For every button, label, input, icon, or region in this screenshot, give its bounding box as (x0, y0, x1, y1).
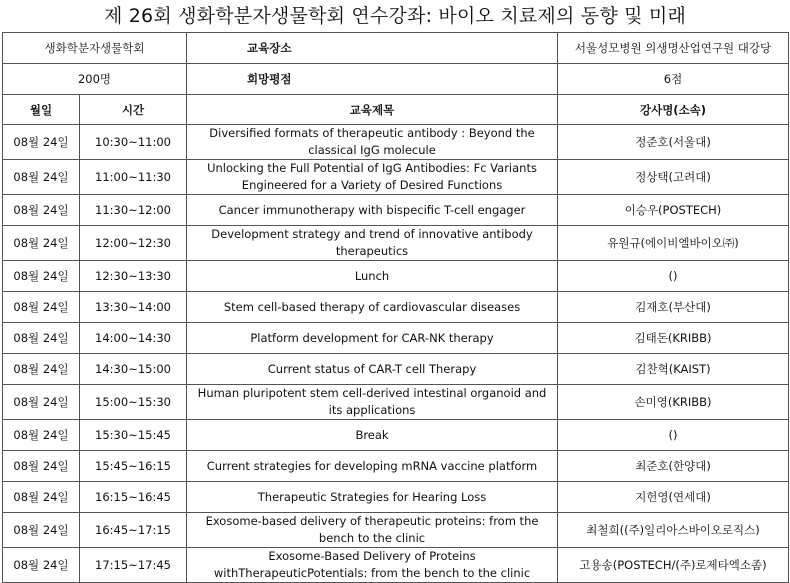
time-cell: 12:00~12:30 (80, 226, 187, 261)
time-cell: 16:15~16:45 (80, 482, 187, 513)
time-cell: 11:00~11:30 (80, 160, 187, 195)
table-row (3, 195, 789, 226)
table-row (3, 420, 789, 451)
table-row (3, 482, 789, 513)
topic-cell: Current status of CAR-T cell Therapy (187, 354, 558, 385)
table-row (3, 323, 789, 354)
topic-cell: Stem cell-based therapy of cardiovascular diseases (187, 292, 558, 323)
table-row (3, 548, 789, 583)
table-row (3, 451, 789, 482)
date-cell: 08월 24일 (3, 323, 80, 354)
header-date: 월일 (3, 95, 80, 125)
date-cell: 08월 24일 (3, 261, 80, 292)
table-row (3, 354, 789, 385)
time-cell: 15:30~15:45 (80, 420, 187, 451)
topic-cell: Unlocking the Full Potential of IgG Antibodies: Fc Variants Engineered for a Variety of Desired Functions (187, 160, 558, 195)
table-row (3, 292, 789, 323)
time-cell: 15:00~15:30 (80, 385, 187, 420)
table-row (3, 160, 789, 195)
time-cell: 10:30~11:00 (80, 125, 187, 160)
time-cell: 14:30~15:00 (80, 354, 187, 385)
topic-cell: Platform development for CAR-NK therapy (187, 323, 558, 354)
speaker-cell: 최철희((주)일리아스바이오로직스) (558, 513, 789, 548)
speaker-cell: 이승우(POSTECH) (558, 195, 789, 226)
speaker-cell: 고용송(POSTECH/(주)로제타엑소좀) (558, 548, 789, 583)
date-cell: 08월 24일 (3, 385, 80, 420)
speaker-cell: () (558, 420, 789, 451)
topic-cell: Lunch (187, 261, 558, 292)
time-cell: 11:30~12:00 (80, 195, 187, 226)
schedule-table (2, 32, 789, 583)
speaker-cell: 최준호(한양대) (558, 451, 789, 482)
date-cell: 08월 24일 (3, 548, 80, 583)
date-cell: 08월 24일 (3, 195, 80, 226)
date-cell: 08월 24일 (3, 482, 80, 513)
topic-cell: Diversified formats of therapeutic antibody : Beyond the classical IgG molecule (187, 125, 558, 160)
time-cell: 12:30~13:30 (80, 261, 187, 292)
speaker-cell: 정상택(고려대) (558, 160, 789, 195)
page-title: 제 26회 생화학분자생물학회 연수강좌: 바이오 치료제의 동향 및 미래 (103, 5, 687, 27)
date-cell: 08월 24일 (3, 160, 80, 195)
table-row (3, 513, 789, 548)
time-cell: 13:30~14:00 (80, 292, 187, 323)
table-row (3, 385, 789, 420)
speaker-cell: 김찬혁(KAIST) (558, 354, 789, 385)
organizer-value: 생화학분자생물학회 (3, 33, 187, 64)
time-cell: 16:45~17:15 (80, 513, 187, 548)
date-cell: 08월 24일 (3, 125, 80, 160)
table-row (3, 125, 789, 160)
time-cell: 17:15~17:45 (80, 548, 187, 583)
time-cell: 14:00~14:30 (80, 323, 187, 354)
table-header-row (3, 95, 789, 125)
speaker-cell: 유원규(에이비엘바이오㈜) (558, 226, 789, 261)
speaker-cell: 손미영(KRIBB) (558, 385, 789, 420)
topic-cell: Human pluripotent stem cell-derived intestinal organoid and its applications (187, 385, 558, 420)
header-speaker: 강사명(소속) (558, 95, 789, 125)
venue-label: 교육장소 (187, 33, 558, 64)
header-time: 시간 (80, 95, 187, 125)
info-row-organizer (3, 33, 789, 64)
credit-value: 6점 (558, 64, 789, 95)
info-row-capacity (3, 64, 789, 95)
date-cell: 08월 24일 (3, 354, 80, 385)
table-row (3, 226, 789, 261)
venue-value: 서울성모병원 의생명산업연구원 대강당 (558, 33, 789, 64)
topic-cell: Therapeutic Strategies for Hearing Loss (187, 482, 558, 513)
date-cell: 08월 24일 (3, 513, 80, 548)
topic-cell: Break (187, 420, 558, 451)
table-row (3, 261, 789, 292)
header-topic: 교육제목 (187, 95, 558, 125)
date-cell: 08월 24일 (3, 226, 80, 261)
capacity-value: 200명 (3, 64, 187, 95)
speaker-cell: 김태돈(KRIBB) (558, 323, 789, 354)
topic-cell: Development strategy and trend of innovative antibody therapeutics (187, 226, 558, 261)
time-cell: 15:45~16:15 (80, 451, 187, 482)
date-cell: 08월 24일 (3, 292, 80, 323)
topic-cell: Current strategies for developing mRNA vaccine platform (187, 451, 558, 482)
topic-cell: Cancer immunotherapy with bispecific T-cell engager (187, 195, 558, 226)
date-cell: 08월 24일 (3, 451, 80, 482)
speaker-cell: 지헌영(연세대) (558, 482, 789, 513)
speaker-cell: 정준호(서울대) (558, 125, 789, 160)
topic-cell: Exosome-Based Delivery of Proteins withTherapeuticPotentials: from the bench to the clinic (187, 548, 558, 583)
speaker-cell: 김재호(부산대) (558, 292, 789, 323)
topic-cell: Exosome-based delivery of therapeutic proteins: from the bench to the clinic (187, 513, 558, 548)
credit-label: 희망평점 (187, 64, 558, 95)
date-cell: 08월 24일 (3, 420, 80, 451)
speaker-cell: () (558, 261, 789, 292)
